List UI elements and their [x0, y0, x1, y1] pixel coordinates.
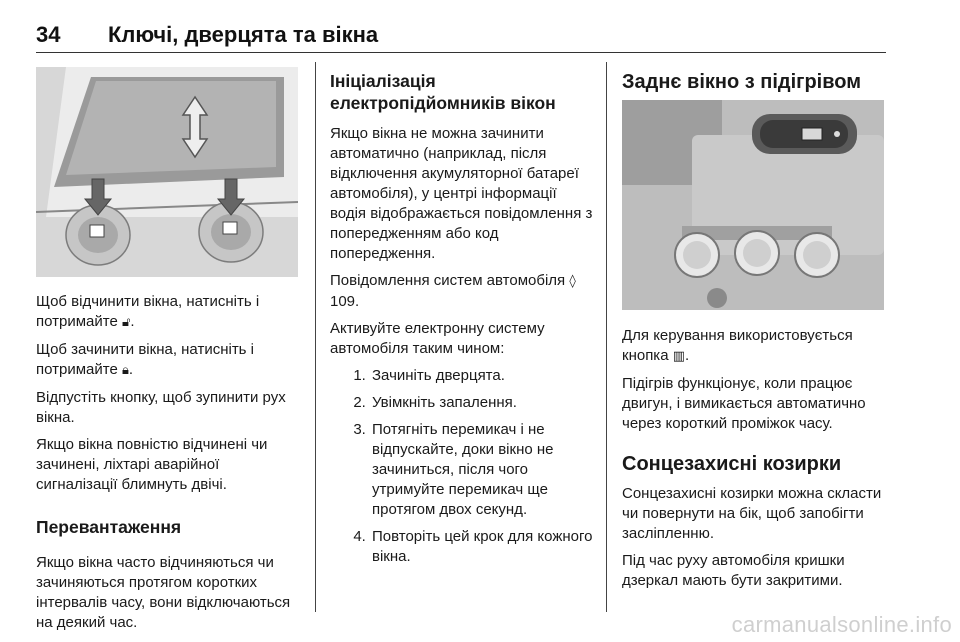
list-item: 1. Зачиніть дверцята. [370, 366, 595, 386]
watermark: carmanualsonline.info [731, 612, 952, 637]
page-title: Ключі, дверцята та вікна [108, 22, 379, 47]
paragraph-heating: Підігрів функціонує, коли працює двигун, і вимикається автоматично через короткий проміжок часу. [622, 375, 866, 432]
paragraph-messages: Повідомлення систем автомобіля ◊ 109. [330, 272, 576, 310]
lock-icon: 🔒︎ [121, 363, 129, 378]
unlock-icon: 🔓︎ [121, 315, 131, 330]
column-divider-left [315, 62, 316, 612]
rear-defrost-icon: ▥ [672, 349, 686, 364]
column-divider-right [606, 62, 607, 612]
steps-list [330, 366, 595, 567]
paragraph-sun-visors: Сонцезахисні козирки можна скласти чи повернути на бік, щоб запобігти засліпленню. [622, 485, 882, 542]
heading-sun-visors: Сонцезахисні козирки [622, 453, 842, 475]
page-number: 34 [36, 22, 61, 47]
paragraph-hazard: Якщо вікна повністю відчинені чи зачинені, ліхтарі аварійної сигналізації блимнуть двічі. [36, 436, 268, 493]
header-rule [36, 52, 886, 53]
middle-column [330, 70, 595, 574]
dashboard-illustration [622, 100, 884, 310]
right-column-heading-wrap [622, 70, 892, 102]
paragraph-cannot-close: Якщо вікна не можна зачинити автоматично (наприклад, після відключення акумуляторної батареї автомобіля), у центрі інформації водія відображається повідомлення з попередженням або код попередження. [330, 125, 593, 262]
left-column [36, 292, 304, 640]
paragraph-release: Відпустіть кнопку, щоб зупинити рух вікна. [36, 389, 286, 426]
page-header [36, 22, 378, 48]
heading-overload: Перевантаження [36, 517, 182, 537]
paragraph-button: Для керування використовується кнопка ▥. [622, 327, 853, 364]
paragraph-overload: Якщо вікна часто відчиняються чи зачиняються протягом коротких інтервалів часу, вони відключаються на деякий час. [36, 554, 291, 631]
paragraph-close-windows: Щоб зачинити вікна, натисніть і потримайте 🔒︎. [36, 341, 254, 378]
list-item: 4. Повторіть цей крок для кожного вікна. [370, 527, 595, 567]
list-item: 2. Увімкніть запалення. [370, 393, 595, 413]
page-reference-icon: ◊ [569, 274, 576, 289]
right-column [622, 326, 892, 598]
paragraph-mirror-covers: Під час руху автомобіля кришки дзеркал мають бути закритими. [622, 552, 845, 589]
heading-rear-window: Заднє вікно з підігрівом [622, 71, 862, 93]
list-item: 3. Потягніть перемикач і не відпускайте, доки вікно не зачиниться, після чого утримуйте перемикач ще протягом двох секунд. [370, 420, 595, 520]
paragraph-activate: Активуйте електронну систему автомобіля таким чином: [330, 320, 545, 357]
page-reference: 109. [330, 293, 360, 310]
window-keyfob-illustration [36, 67, 298, 277]
paragraph-open-windows: Щоб відчинити вікна, натисніть і потримайте 🔓︎. [36, 293, 260, 330]
heading-initialization: Ініціалізація електропідйомників вікон [330, 71, 556, 113]
